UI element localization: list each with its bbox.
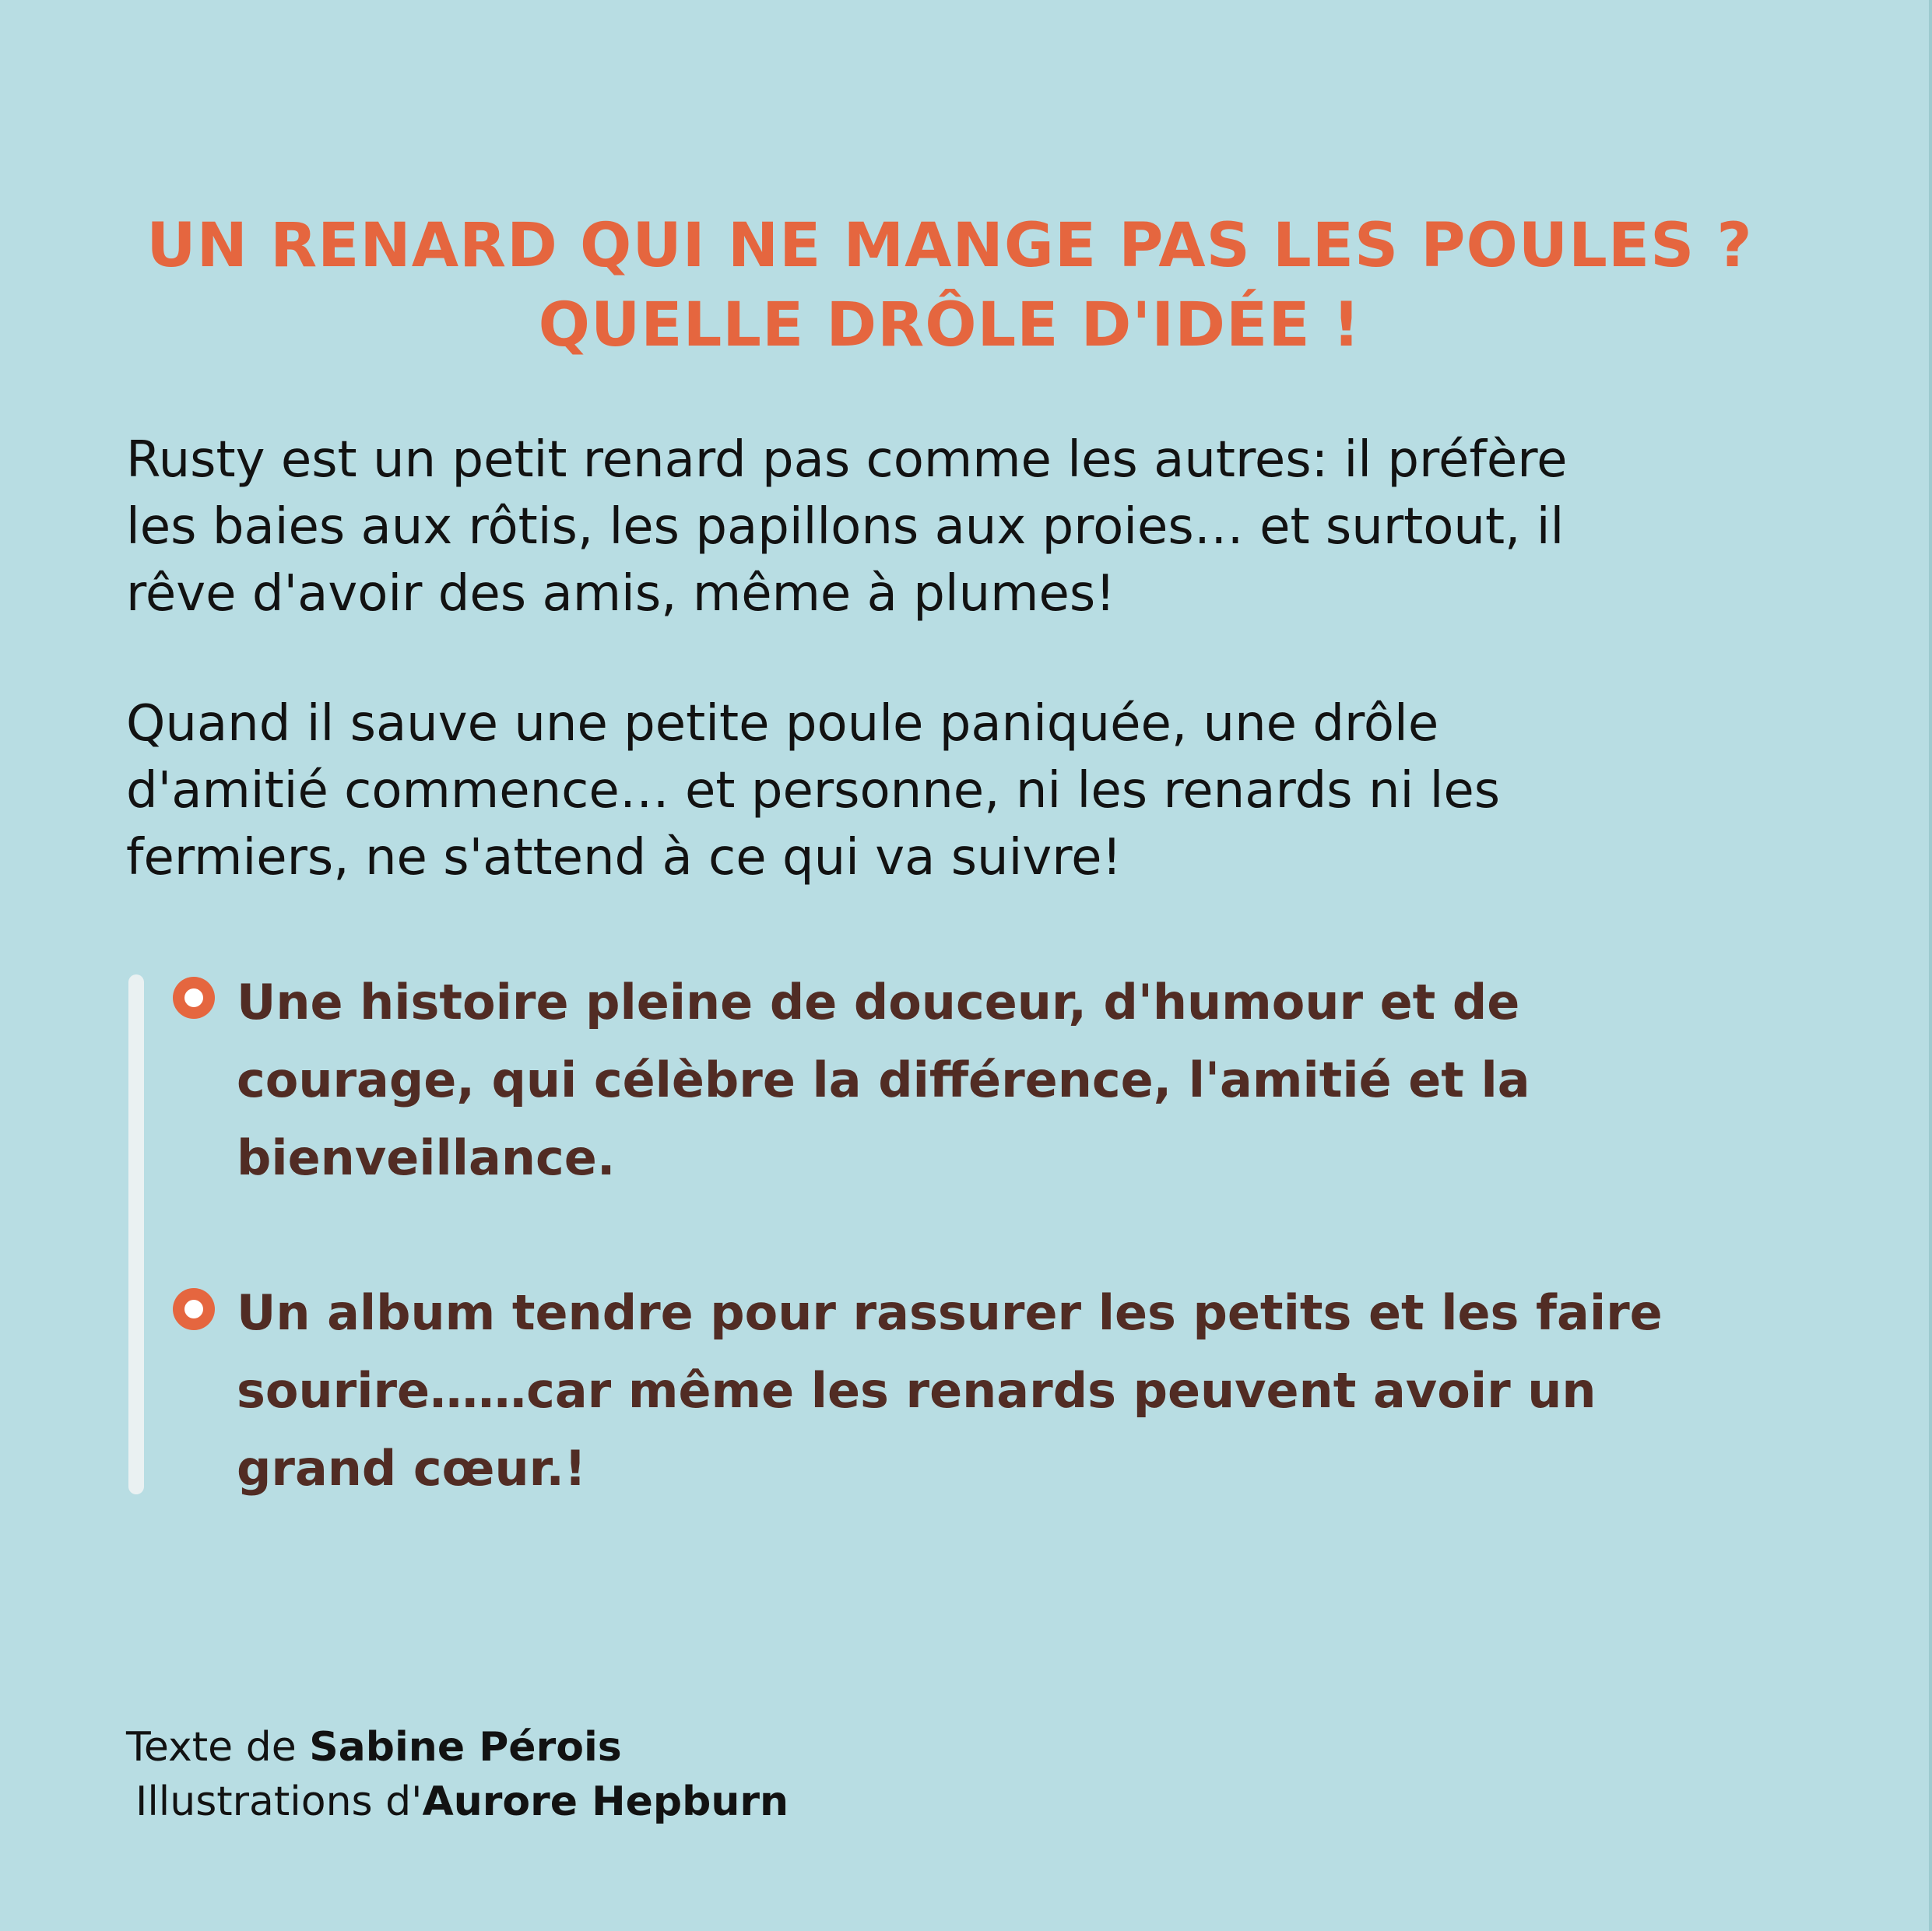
credit-illus-prefix: Illustrations d' — [135, 1778, 423, 1825]
author-name: Sabine Pérois — [309, 1724, 622, 1771]
point-line: bienveillance. — [237, 1129, 616, 1186]
intro-line: Rusty est un petit renard pas comme les autres: il préfère — [126, 431, 1568, 489]
spine-edge — [1929, 0, 1932, 1931]
quote-bar — [128, 974, 144, 1494]
bullet-ring-icon — [173, 1288, 215, 1330]
credit-illustrator-line — [126, 1775, 789, 1829]
headline-line-1: UN RENARD QUI NE MANGE PAS LES POULES ? — [146, 211, 1753, 281]
intro-line: rêve d'avoir des amis, même à plumes! — [126, 565, 1115, 623]
point-line: sourire……car même les renards peuvent avoir un — [237, 1362, 1597, 1419]
selling-point-1 — [237, 964, 1793, 1197]
credit-text-prefix: Texte de — [126, 1724, 310, 1771]
credits — [126, 1720, 789, 1829]
intro-paragraph-1 — [126, 427, 1800, 627]
illustrator-name: Aurore Hepburn — [422, 1778, 789, 1825]
headline-line-2: QUELLE DRÔLE D'IDÉE ! — [538, 290, 1361, 360]
point-line: Un album tendre pour rassurer les petits et les faire — [237, 1284, 1663, 1341]
point-line: Une histoire pleine de douceur, d'humour et de — [237, 974, 1520, 1030]
intro-line: d'amitié commence… et personne, ni les renards ni les — [126, 762, 1501, 820]
headline — [78, 206, 1821, 365]
credit-author-line — [126, 1720, 789, 1775]
selling-point-2 — [237, 1274, 1793, 1508]
intro-line: fermiers, ne s'attend à ce qui va suivre! — [126, 829, 1122, 887]
point-line: courage, qui célèbre la différence, l'amitié et la — [237, 1052, 1530, 1108]
intro-paragraph-2 — [126, 690, 1800, 891]
intro-line: les baies aux rôtis, les papillons aux proies… et surtout, il — [126, 498, 1565, 556]
bullet-ring-icon — [173, 977, 215, 1019]
point-line: grand cœur.! — [237, 1440, 587, 1497]
intro-line: Quand il sauve une petite poule paniquée, une drôle — [126, 695, 1439, 753]
